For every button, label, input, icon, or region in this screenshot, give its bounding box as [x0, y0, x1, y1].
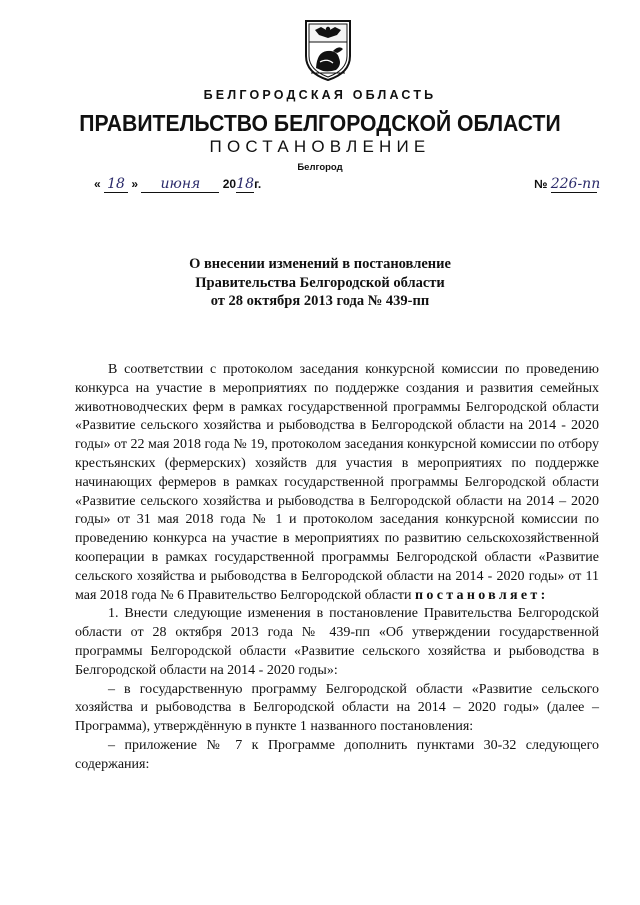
coat-of-arms-emblem — [303, 18, 353, 82]
title-line-2: Правительства Белгородской области — [195, 274, 445, 291]
title-line-1: О внесении изменений в постановление — [189, 256, 451, 272]
number-sign: № — [534, 177, 548, 191]
decree-date — [94, 176, 261, 193]
decree-heading: ПОСТАНОВЛЕНИЕ — [209, 137, 431, 156]
body-paragraph-3: – в государственную программу Белгородской области «Развитие сельского хозяйства и рыбоводства в Белгородской области на 2014 – 2020 годы» (далее – Программа), утверждённую в пункте 1 названного постановления: — [75, 681, 599, 735]
date-close-quote: » — [131, 177, 139, 191]
resolves-keyword: постановляет: — [415, 587, 549, 603]
body-paragraph-2: 1. Внести следующие изменения в постановление Правительства Белгородской области от 28 октября 2013 года № 439-пп «Об утверждении государственной программы Белгородской области «Развитие сельского хозяйства и рыбоводства в Белгородской области на 2014 - 2020 годы»: — [75, 606, 599, 678]
date-month: июня — [141, 176, 219, 193]
document-title — [0, 255, 640, 311]
date-suffix: г. — [254, 177, 262, 191]
date-day: 18 — [104, 176, 128, 193]
document-body — [75, 361, 599, 775]
preamble-text: В соответствии с протоколом заседания конкурсной комиссии по проведению конкурса на участие в мероприятиях по поддержке создания и развития семейных животноводческих ферм в рамках государственной программы Белгородской области «Развитие сельского хозяйства и рыбоводства в Белгородской области на 2014 - 2020 годы» от 22 мая 2018 года № 19, протоколом заседания конкурсной комиссии по отбору крестьянских (фермерских) хозяйств для участия в мероприятиях по поддержке начинающих фермеров в рамках государственной программы Белгородской области «Развитие сельского хозяйства и рыбоводства в Белгородской области на 2014 – 2020 годы» от 31 мая 2018 года № 1 и протоколом заседания конкурсной комиссии по проведению конкурса на участие в мероприятиях по развитию сельскохозяйственной кооперации в рамках государственной программы Белгородской области «Развитие сельского хозяйства и рыбоводства в Белгородской области на 2014 - 2020 годы» от 11 мая 2018 года № 6 Правительство Белгородской области — [75, 362, 599, 603]
decree-number — [534, 176, 601, 193]
government-heading: ПРАВИТЕЛЬСТВО БЕЛГОРОДСКОЙ ОБЛАСТИ — [79, 110, 561, 136]
number-value: 226-пп — [550, 176, 601, 192]
body-paragraph-4: – приложение № 7 к Программе дополнить пунктами 30-32 следующего содержания: — [75, 737, 599, 772]
date-century: 20 — [222, 177, 237, 191]
title-line-3: от 28 октября 2013 года № 439-пп — [210, 293, 430, 309]
date-year: 18 — [236, 176, 255, 192]
region-heading: БЕЛГОРОДСКАЯ ОБЛАСТЬ — [203, 88, 437, 102]
date-open-quote: « — [94, 177, 101, 191]
body-paragraph-1 — [75, 361, 599, 605]
city-label: Белгород — [297, 162, 343, 173]
